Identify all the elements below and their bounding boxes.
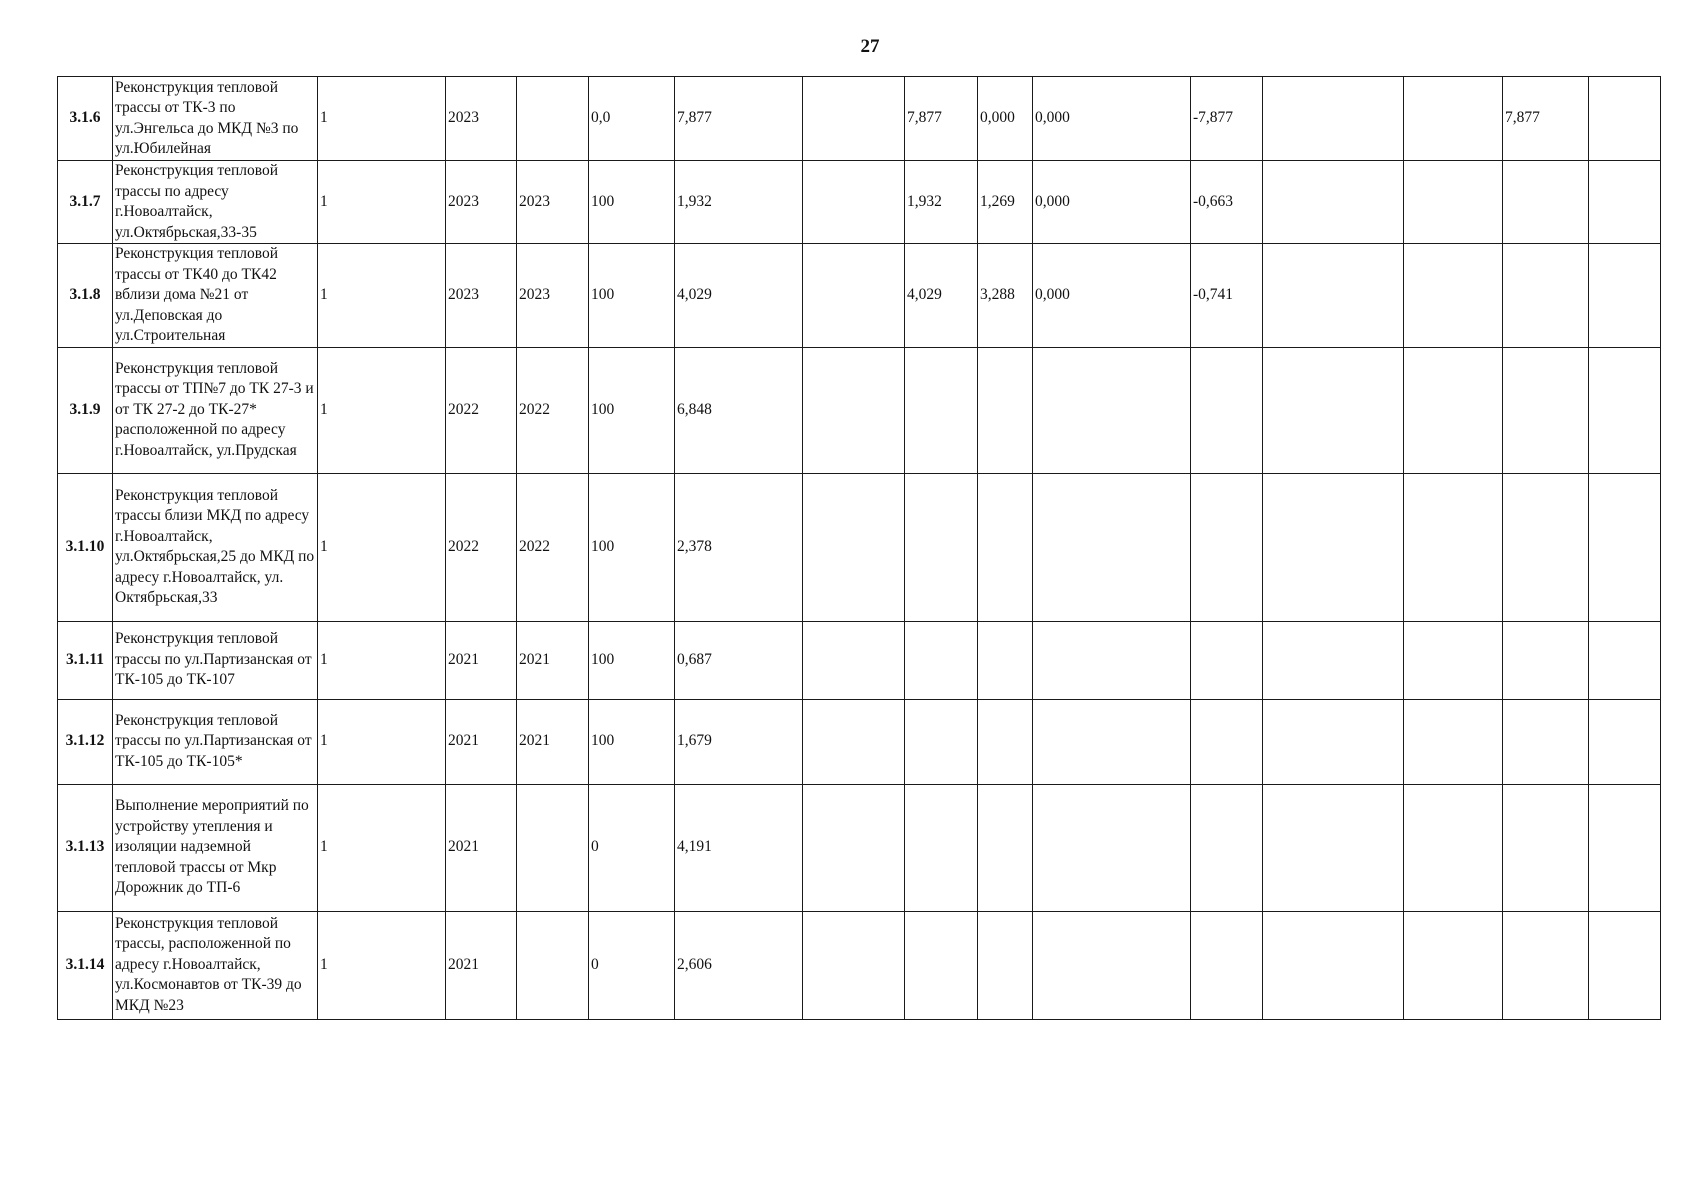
cell-c14: [1503, 621, 1589, 699]
row-number: 3.1.8: [58, 244, 113, 348]
cell-c15: [1589, 347, 1661, 473]
cell-pct: 0: [589, 911, 675, 1019]
row-number: 3.1.6: [58, 77, 113, 161]
cell-c13: [1404, 77, 1503, 161]
table-row: [58, 161, 1661, 244]
cell-c11: [1191, 911, 1263, 1019]
row-number: 3.1.11: [58, 621, 113, 699]
cell-c10: 0,000: [1033, 244, 1191, 348]
cell-c12: [1263, 77, 1404, 161]
cell-c9: [978, 911, 1033, 1019]
cell-qty: 1: [318, 911, 446, 1019]
cell-c14: [1503, 911, 1589, 1019]
cell-c9: 0,000: [978, 77, 1033, 161]
row-number: 3.1.10: [58, 473, 113, 621]
cell-c10: [1033, 347, 1191, 473]
cell-c10: [1033, 911, 1191, 1019]
cell-start-year: 2023: [446, 244, 517, 348]
cell-c13: [1404, 244, 1503, 348]
cell-c15: [1589, 161, 1661, 244]
cell-end-year: [517, 784, 589, 911]
cell-end-year: [517, 911, 589, 1019]
table-row: [58, 621, 1661, 699]
row-number: 3.1.14: [58, 911, 113, 1019]
cell-cost: 4,029: [675, 244, 803, 348]
work-name: Реконструкция тепловой трассы от ТП№7 до ТК 27-3 и от ТК 27-2 до ТК-27* расположенной по адресу г.Новоалтайск, ул.Прудская: [113, 347, 318, 473]
row-number: 3.1.9: [58, 347, 113, 473]
cell-c7: [803, 473, 905, 621]
cell-cost: 6,848: [675, 347, 803, 473]
cell-c11: [1191, 699, 1263, 784]
cell-c10: 0,000: [1033, 77, 1191, 161]
cell-c7: [803, 161, 905, 244]
cell-c11: [1191, 784, 1263, 911]
cell-cost: 7,877: [675, 77, 803, 161]
cell-end-year: 2022: [517, 347, 589, 473]
table-row: [58, 347, 1661, 473]
cell-c13: [1404, 784, 1503, 911]
cell-qty: 1: [318, 347, 446, 473]
cell-pct: 100: [589, 699, 675, 784]
cell-pct: 0: [589, 784, 675, 911]
cell-c14: [1503, 347, 1589, 473]
cell-c10: [1033, 784, 1191, 911]
cell-c10: [1033, 699, 1191, 784]
cell-cost: 4,191: [675, 784, 803, 911]
cell-c15: [1589, 784, 1661, 911]
cell-c8: [905, 473, 978, 621]
cell-qty: 1: [318, 621, 446, 699]
cell-c10: 0,000: [1033, 161, 1191, 244]
cell-c11: -7,877: [1191, 77, 1263, 161]
cell-c8: [905, 347, 978, 473]
cell-cost: 2,606: [675, 911, 803, 1019]
cell-c15: [1589, 473, 1661, 621]
cell-end-year: [517, 77, 589, 161]
cell-cost: 0,687: [675, 621, 803, 699]
cell-pct: 100: [589, 347, 675, 473]
cell-c13: [1404, 621, 1503, 699]
cell-start-year: 2021: [446, 911, 517, 1019]
cell-c13: [1404, 699, 1503, 784]
row-number: 3.1.13: [58, 784, 113, 911]
cell-c8: 1,932: [905, 161, 978, 244]
cell-cost: 2,378: [675, 473, 803, 621]
cell-c11: -0,741: [1191, 244, 1263, 348]
cell-end-year: 2021: [517, 621, 589, 699]
cell-qty: 1: [318, 244, 446, 348]
table-row: [58, 77, 1661, 161]
cell-c9: [978, 347, 1033, 473]
page-number: 27: [860, 36, 880, 57]
table-row: [58, 473, 1661, 621]
cell-c9: [978, 699, 1033, 784]
cell-qty: 1: [318, 699, 446, 784]
cell-c7: [803, 699, 905, 784]
work-name: Реконструкция тепловой трассы, расположенной по адресу г.Новоалтайск, ул.Космонавтов от ТК-39 до МКД №23: [113, 911, 318, 1019]
cell-c14: [1503, 161, 1589, 244]
work-name: Выполнение мероприятий по устройству утепления и изоляции надземной тепловой трассы от Мкр Дорожник до ТП-6: [113, 784, 318, 911]
table-row: [58, 244, 1661, 348]
cell-c9: 3,288: [978, 244, 1033, 348]
cell-c14: [1503, 244, 1589, 348]
cell-pct: 100: [589, 473, 675, 621]
cell-c7: [803, 244, 905, 348]
cell-qty: 1: [318, 784, 446, 911]
cell-c11: [1191, 347, 1263, 473]
cell-c8: 4,029: [905, 244, 978, 348]
cell-c8: [905, 911, 978, 1019]
cell-c7: [803, 621, 905, 699]
cell-c12: [1263, 161, 1404, 244]
cell-c15: [1589, 911, 1661, 1019]
cell-end-year: 2023: [517, 161, 589, 244]
cell-c13: [1404, 161, 1503, 244]
cell-end-year: 2023: [517, 244, 589, 348]
table-row: [58, 699, 1661, 784]
work-name: Реконструкция тепловой трассы от ТК40 до ТК42 вблизи дома №21 от ул.Деповская до ул.Строительная: [113, 244, 318, 348]
cell-c11: [1191, 473, 1263, 621]
cell-c8: [905, 784, 978, 911]
cell-c11: [1191, 621, 1263, 699]
cell-start-year: 2022: [446, 347, 517, 473]
cell-c12: [1263, 784, 1404, 911]
cell-c15: [1589, 699, 1661, 784]
cell-pct: 0,0: [589, 77, 675, 161]
cell-c13: [1404, 473, 1503, 621]
cell-c8: [905, 621, 978, 699]
cell-c12: [1263, 244, 1404, 348]
cell-c10: [1033, 621, 1191, 699]
cell-qty: 1: [318, 77, 446, 161]
cell-c12: [1263, 699, 1404, 784]
cell-c14: 7,877: [1503, 77, 1589, 161]
cell-c14: [1503, 784, 1589, 911]
cell-start-year: 2021: [446, 699, 517, 784]
cell-c10: [1033, 473, 1191, 621]
row-number: 3.1.12: [58, 699, 113, 784]
cell-qty: 1: [318, 473, 446, 621]
cell-c7: [803, 77, 905, 161]
cell-pct: 100: [589, 161, 675, 244]
cell-start-year: 2021: [446, 784, 517, 911]
table-row: [58, 911, 1661, 1019]
cell-pct: 100: [589, 621, 675, 699]
cell-start-year: 2023: [446, 77, 517, 161]
cell-c12: [1263, 621, 1404, 699]
row-number: 3.1.7: [58, 161, 113, 244]
cell-pct: 100: [589, 244, 675, 348]
cell-qty: 1: [318, 161, 446, 244]
cell-c11: -0,663: [1191, 161, 1263, 244]
cell-c13: [1404, 911, 1503, 1019]
work-name: Реконструкция тепловой трассы по ул.Партизанская от ТК-105 до ТК-105*: [113, 699, 318, 784]
cell-c7: [803, 347, 905, 473]
cell-c14: [1503, 699, 1589, 784]
cell-c14: [1503, 473, 1589, 621]
cell-end-year: 2021: [517, 699, 589, 784]
cell-c13: [1404, 347, 1503, 473]
cell-c7: [803, 784, 905, 911]
cell-c15: [1589, 244, 1661, 348]
work-name: Реконструкция тепловой трассы по ул.Партизанская от ТК-105 до ТК-107: [113, 621, 318, 699]
cell-cost: 1,932: [675, 161, 803, 244]
cell-c15: [1589, 621, 1661, 699]
cell-c8: 7,877: [905, 77, 978, 161]
cell-end-year: 2022: [517, 473, 589, 621]
work-name: Реконструкция тепловой трассы по адресу г.Новоалтайск, ул.Октябрьская,33-35: [113, 161, 318, 244]
work-name: Реконструкция тепловой трассы от ТК-3 по ул.Энгельса до МКД №3 по ул.Юбилейная: [113, 77, 318, 161]
cell-c15: [1589, 77, 1661, 161]
cell-c12: [1263, 911, 1404, 1019]
cell-c9: [978, 784, 1033, 911]
cell-c9: 1,269: [978, 161, 1033, 244]
work-name: Реконструкция тепловой трассы близи МКД по адресу г.Новоалтайск, ул.Октябрьская,25 до МКД по адресу г.Новоалтайск, ул. Октябрьская,33: [113, 473, 318, 621]
cell-c9: [978, 473, 1033, 621]
cell-c8: [905, 699, 978, 784]
cell-c12: [1263, 347, 1404, 473]
cell-c7: [803, 911, 905, 1019]
cell-start-year: 2021: [446, 621, 517, 699]
table-row: [58, 784, 1661, 911]
cell-start-year: 2023: [446, 161, 517, 244]
cell-c9: [978, 621, 1033, 699]
cell-cost: 1,679: [675, 699, 803, 784]
works-table: [57, 76, 1661, 1020]
cell-start-year: 2022: [446, 473, 517, 621]
cell-c12: [1263, 473, 1404, 621]
